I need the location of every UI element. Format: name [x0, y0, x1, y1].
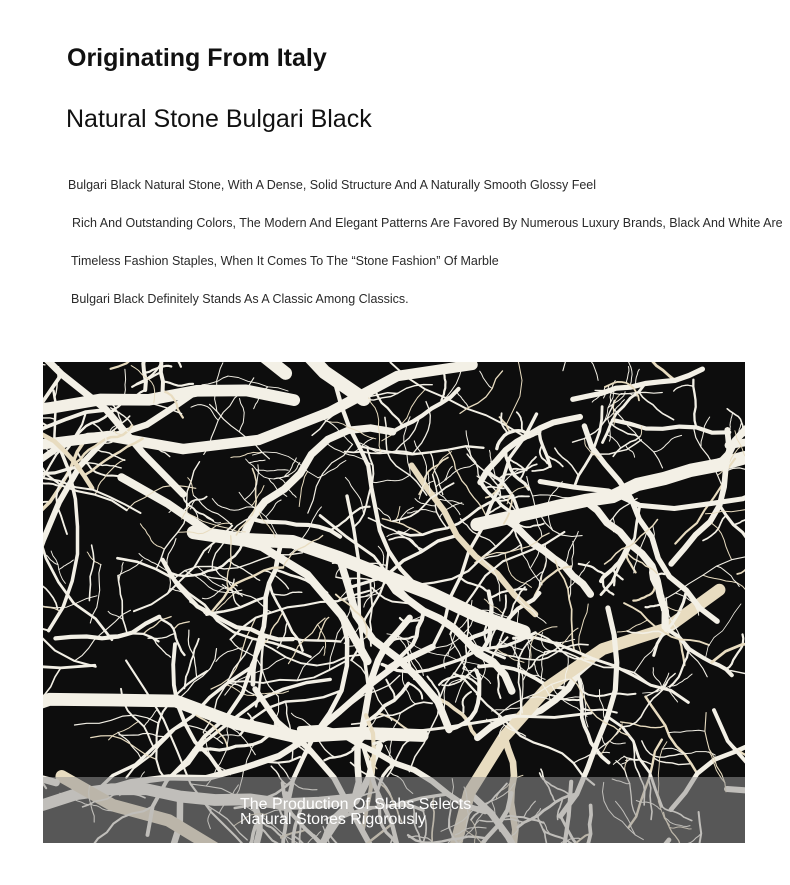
marble-vein [511, 469, 526, 470]
description-line: Bulgari Black Definitely Stands As A Classic Among Classics. [71, 292, 409, 306]
marble-texture [43, 362, 745, 843]
description-line: Rich And Outstanding Colors, The Modern And Elegant Patterns Are Favored By Numerous Luxury Brands, Black And White Are [72, 216, 783, 230]
page-title: Originating From Italy [67, 44, 327, 72]
description-line: Bulgari Black Natural Stone, With A Dense, Solid Structure And A Naturally Smooth Glossy Feel [68, 178, 597, 192]
description-line: Timeless Fashion Staples, When It Comes To The “Stone Fashion” Of Marble [71, 254, 499, 268]
image-caption: The Production Of Slabs Selects Natural Stones Rigorously [240, 796, 472, 828]
page-subtitle: Natural Stone Bulgari Black [66, 105, 372, 133]
marble-image [43, 362, 745, 843]
